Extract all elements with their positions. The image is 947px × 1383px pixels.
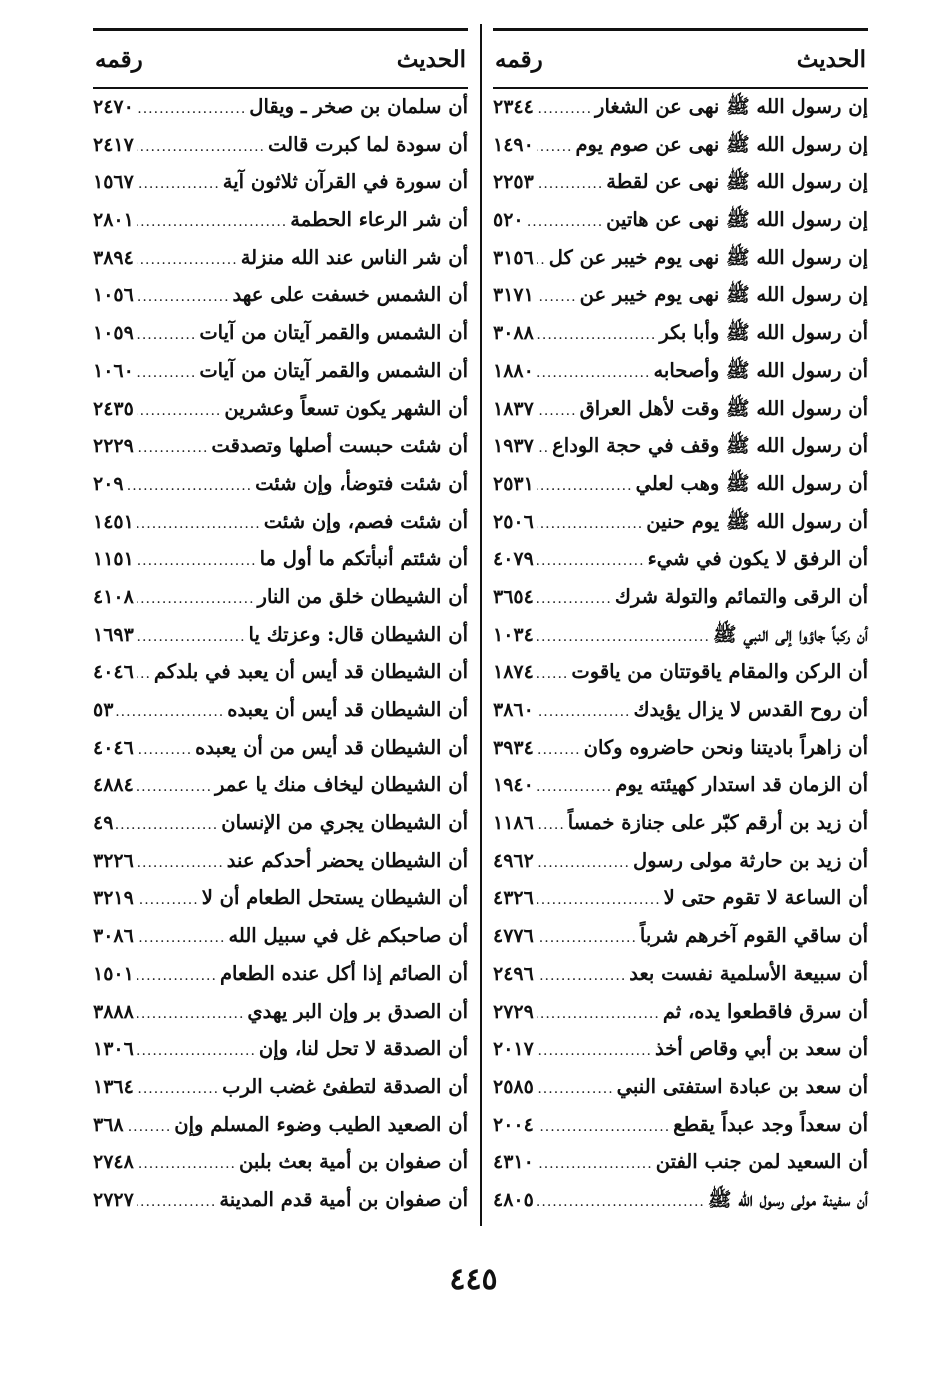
- column-header: [93, 31, 468, 87]
- index-entry: [493, 246, 868, 284]
- hadith-number: ٤٠٤٦: [93, 736, 134, 759]
- index-entry: [493, 698, 868, 736]
- header-rule: [493, 87, 868, 89]
- index-entry: [493, 547, 868, 585]
- leader-dots: [137, 629, 246, 645]
- hadith-number: ٢٥٣١: [493, 472, 534, 495]
- index-entry: [93, 208, 468, 246]
- hadith-text: أن الرفق لا يكون في شيء: [647, 547, 868, 571]
- hadith-text: أن صفوان بن أمية قدم المدينة: [219, 1187, 468, 1211]
- leader-dots: [537, 478, 633, 494]
- hadith-text: أن الشيطان قد أيس أن يعبده: [227, 698, 468, 721]
- hadith-text: أن الصدقة لتطفئ غضب الرب: [222, 1074, 468, 1098]
- hadith-text: أن الصعيد الطيب وضوء المسلم وإن: [174, 1112, 468, 1136]
- hadith-number: ٢٤٧٠: [93, 96, 134, 118]
- hadith-number: ٣١٥٦: [493, 246, 534, 269]
- leader-dots: [137, 176, 220, 192]
- index-entry: [493, 773, 868, 811]
- index-entry: [93, 170, 468, 208]
- hadith-text: أن الشيطان قال: وعزتك يا: [248, 622, 468, 646]
- index-entry: [93, 246, 468, 284]
- leader-dots: [137, 101, 246, 117]
- index-entry: [93, 736, 468, 774]
- index-entry: [493, 1075, 868, 1113]
- index-entry: [93, 321, 468, 359]
- leader-dots: [116, 817, 218, 833]
- hadith-number: ٤٧٧٦: [493, 925, 534, 948]
- index-entry: [493, 585, 868, 623]
- hadith-text: أن شئت فصم، وإن شئت: [263, 509, 468, 533]
- leader-dots: [137, 779, 212, 795]
- hadith-text: أن سفينة مولى رسول الله ﷺ: [707, 1187, 868, 1211]
- hadith-number: ٤٣٢٦: [493, 887, 534, 910]
- index-entry: [493, 1000, 868, 1038]
- hadith-number: ١٤٥١: [93, 510, 134, 533]
- hadith-number: ٢٥٨٥: [493, 1075, 534, 1098]
- hadith-number: ١٨٣٧: [493, 397, 534, 420]
- hadith-number: ٢٤١٧: [93, 133, 134, 156]
- leader-dots: [116, 704, 224, 720]
- hadith-text: أن ساقي القوم آخرهم شرباً: [639, 924, 868, 948]
- right-column: [493, 28, 868, 1226]
- index-entry: [93, 1075, 468, 1113]
- hadith-text: أن الشيطان يستحل الطعام أن لا: [201, 886, 468, 910]
- hadith-text: أن سودة لما كبرت قالت: [268, 132, 468, 156]
- leader-dots: [537, 968, 626, 984]
- index-entry: [493, 321, 868, 359]
- leader-dots: [537, 704, 631, 720]
- hadith-number: ٢٠٩: [93, 472, 124, 495]
- index-entry: [493, 1113, 868, 1151]
- hadith-text: أن السعيد لمن جنب الفتن: [655, 1150, 868, 1174]
- leader-dots: [537, 516, 643, 532]
- hadith-number: ٢٠٠٤: [493, 1113, 534, 1136]
- hadith-number: ٤١٠٨: [93, 585, 134, 608]
- leader-dots: [537, 440, 549, 456]
- hadith-text: أن الشيطان قد أيس من أن يعبده: [195, 735, 468, 759]
- index-entry: [93, 849, 468, 887]
- index-entry: [493, 170, 868, 208]
- hadith-number: ٥٢٠: [493, 209, 524, 232]
- number-header: رقمه: [95, 45, 143, 73]
- index-entry: [493, 472, 868, 510]
- leader-dots: [537, 855, 630, 871]
- leader-dots: [137, 553, 257, 569]
- index-entry: [93, 1188, 468, 1226]
- page-number: ٤٤٥: [449, 1262, 498, 1297]
- hadith-text: أن الشمس والقمر آيتان من آيات: [199, 358, 468, 382]
- hadith-text: أن زيد بن أرقم كبّر على جنازة خمساً: [567, 811, 868, 835]
- hadith-text: أن الصائم إذا أكل عنده الطعام: [219, 961, 468, 985]
- hadith-list: [493, 95, 868, 1226]
- index-entry: [93, 547, 468, 585]
- leader-dots: [537, 1119, 670, 1135]
- hadith-number: ١٠٥٩: [93, 322, 134, 345]
- column-header: [493, 31, 868, 87]
- index-entry: [493, 1150, 868, 1188]
- index-entry: [493, 811, 868, 849]
- hadith-text: أن رسول الله ﷺ وأبا بكر: [659, 321, 868, 345]
- leader-dots: [127, 1119, 172, 1135]
- hadith-number: ٢٤٣٥: [93, 397, 134, 420]
- header-rule: [93, 87, 468, 89]
- leader-dots: [137, 365, 197, 381]
- leader-dots: [537, 252, 546, 268]
- hadith-text: إن رسول الله ﷺ نهى عن صوم يوم: [575, 132, 868, 156]
- hadith-number: ٣٠٨٦: [93, 925, 134, 948]
- hadith-number: ٤٩٦٢: [493, 849, 534, 872]
- hadith-number: ٥٣: [93, 699, 114, 721]
- hadith-number: ٣١٧١: [493, 284, 534, 307]
- hadith-number: ٢٧٤٨: [93, 1151, 134, 1174]
- hadith-text: أن سعد بن عبادة استفتى النبي: [616, 1074, 868, 1098]
- hadith-number: ٤٠٧٩: [493, 548, 534, 571]
- leader-dots: [537, 176, 603, 192]
- hadith-text: أن شر الناس عند الله منزلة: [240, 245, 468, 269]
- index-entry: [493, 1037, 868, 1075]
- leader-dots: [127, 478, 253, 494]
- hadith-number: ٢٤٩٦: [493, 962, 534, 985]
- hadith-number: ٣٢١٩: [93, 887, 134, 910]
- leader-dots: [137, 214, 287, 230]
- hadith-number: ٣٦٥٤: [493, 585, 534, 608]
- hadith-header: الحديث: [396, 45, 466, 73]
- hadith-text: أن الركن والمقام ياقوتتان من ياقوت: [571, 660, 868, 684]
- index-entry: [493, 623, 868, 661]
- index-entry: [93, 359, 468, 397]
- hadith-text: أن زيد بن حارثة مولى رسول: [632, 848, 868, 872]
- hadith-text: أن شئتم أنبأتكم ما أول ما: [259, 547, 468, 571]
- index-entry: [493, 924, 868, 962]
- hadith-text: أن سعد بن أبي وقاص أخذ: [655, 1037, 868, 1061]
- hadith-text: إن رسول الله ﷺ نهى عن هاتين: [606, 208, 868, 232]
- hadith-number: ٢٧٢٧: [93, 1188, 134, 1211]
- index-entry: [93, 886, 468, 924]
- hadith-text: أن رسول الله ﷺ وقف في حجة الوداع: [552, 434, 868, 458]
- leader-dots: [537, 553, 645, 569]
- hadith-number: ٣٨٦٠: [493, 699, 534, 721]
- leader-dots: [537, 591, 612, 607]
- hadith-text: أن الساعة لا تقوم حتى لا: [663, 886, 868, 910]
- leader-dots: [137, 666, 151, 682]
- hadith-text: أن الشيطان قد أيس أن يعبد في بلدكم: [153, 660, 468, 684]
- leader-dots: [137, 1156, 236, 1172]
- leader-dots: [537, 365, 651, 381]
- index-entry: [93, 434, 468, 472]
- hadith-text: أن الشمس والقمر آيتان من آيات: [199, 321, 468, 345]
- hadith-number: ١٣٠٦: [93, 1038, 134, 1061]
- index-entry: [93, 623, 468, 661]
- hadith-text: أن الشيطان يحضر أحدكم عند: [226, 848, 468, 872]
- index-entry: [93, 510, 468, 548]
- leader-dots: [537, 666, 569, 682]
- hadith-number: ٢٣٤٤: [493, 96, 534, 118]
- hadith-text: أن صاحبكم غل في سبيل الله: [228, 924, 468, 948]
- hadith-number: ١٨٨٠: [493, 359, 534, 382]
- hadith-text: إن رسول الله ﷺ نهى عن الشغار: [595, 95, 868, 118]
- leader-dots: [537, 892, 661, 908]
- leader-dots: [137, 930, 226, 946]
- hadith-number: ٣٩٣٤: [493, 736, 534, 759]
- leader-dots: [537, 742, 581, 758]
- hadith-text: أن رسول الله ﷺ وأصحابه: [653, 358, 868, 382]
- index-entry: [93, 924, 468, 962]
- index-entry: [493, 359, 868, 397]
- leader-dots: [537, 629, 710, 645]
- index-entry: [93, 660, 468, 698]
- index-entry: [93, 962, 468, 1000]
- index-entry: [93, 1000, 468, 1038]
- leader-dots: [537, 779, 612, 795]
- index-entry: [493, 434, 868, 472]
- hadith-number: ٣٢٢٦: [93, 849, 134, 872]
- hadith-number: ١٥٠١: [93, 962, 134, 985]
- hadith-text: أن الزمان قد استدار كهيئته يوم: [615, 773, 868, 797]
- leader-dots: [537, 1043, 652, 1059]
- leader-dots: [537, 403, 577, 419]
- hadith-text: أن الشيطان يجري من الإنسان: [221, 811, 468, 835]
- index-entry: [93, 585, 468, 623]
- hadith-text: أن شئت حبست أصلها وتصدقت: [211, 434, 468, 458]
- hadith-text: أن رسول الله ﷺ وهب لعلي: [635, 471, 868, 495]
- leader-dots: [137, 1043, 256, 1059]
- index-entry: [93, 95, 468, 133]
- hadith-text: أن سرق فاقطعوا يده، ثم: [662, 999, 868, 1023]
- hadith-text: أن شئت فتوضأ، وإن شئت: [255, 471, 468, 495]
- index-entry: [493, 208, 868, 246]
- index-entry: [93, 698, 468, 736]
- index-entry: [493, 962, 868, 1000]
- hadith-number: ٢٨٠١: [93, 209, 134, 232]
- leader-dots: [537, 1156, 653, 1172]
- index-entry: [93, 133, 468, 171]
- hadith-text: أن الشمس خسفت على عهد: [232, 283, 468, 307]
- index-entry: [93, 472, 468, 510]
- index-entry: [93, 773, 468, 811]
- leader-dots: [537, 1006, 660, 1022]
- left-column: [93, 28, 468, 1226]
- leader-dots: [137, 968, 217, 984]
- leader-dots: [137, 440, 209, 456]
- hadith-text: إن رسول الله ﷺ نهى عن لقطة: [606, 170, 868, 194]
- hadith-list: [93, 95, 468, 1226]
- hadith-number: ٤٣١٠: [493, 1151, 534, 1174]
- leader-dots: [137, 1194, 217, 1210]
- leader-dots: [537, 289, 577, 305]
- hadith-text: أن سورة في القرآن ثلاثون آية: [222, 170, 468, 194]
- index-entry: [493, 133, 868, 171]
- leader-dots: [137, 742, 192, 758]
- hadith-text: أن شر الرعاء الحطمة: [290, 208, 468, 232]
- hadith-number: ١٦٩٣: [93, 623, 134, 646]
- hadith-number: ١٠٦٠: [93, 359, 134, 382]
- hadith-number: ٤٠٤٦: [93, 661, 134, 684]
- leader-dots: [137, 403, 222, 419]
- hadith-number: ٢٢٢٩: [93, 435, 134, 458]
- hadith-text: إن رسول الله ﷺ نهى يوم خيبر عن: [579, 283, 868, 307]
- hadith-number: ٣٠٨٨: [493, 322, 534, 345]
- leader-dots: [137, 855, 224, 871]
- index-entry: [93, 1113, 468, 1151]
- hadith-number: ٤٨٨٤: [93, 774, 134, 797]
- number-header: رقمه: [495, 45, 543, 73]
- leader-dots: [137, 892, 199, 908]
- leader-dots: [137, 327, 197, 343]
- hadith-text: أن زاهراً باديتنا ونحن حاضروه وكان: [583, 735, 868, 759]
- leader-dots: [137, 252, 238, 268]
- index-entry: [493, 660, 868, 698]
- hadith-number: ١٠٥٦: [93, 284, 134, 307]
- index-entry: [493, 397, 868, 435]
- index-entry: [93, 397, 468, 435]
- hadith-text: أن سلمان بن صخر ـ ويقال: [249, 95, 468, 118]
- hadith-text: أن سعداً وجد عبداً يقطع: [673, 1112, 868, 1136]
- hadith-text: أن سبيعة الأسلمية نفست بعد: [629, 961, 868, 985]
- hadith-number: ١٨٧٤: [493, 661, 534, 684]
- index-entry: [493, 283, 868, 321]
- index-entry: [93, 283, 468, 321]
- hadith-number: ٢٢٥٣: [493, 171, 534, 194]
- leader-dots: [537, 930, 637, 946]
- hadith-number: ٣٦٨: [93, 1113, 124, 1136]
- index-entry: [493, 736, 868, 774]
- leader-dots: [137, 1006, 245, 1022]
- hadith-text: أن الشيطان ليخاف منك يا عمر: [215, 773, 468, 797]
- index-entry: [93, 1037, 468, 1075]
- index-entry: [493, 95, 868, 133]
- hadith-text: أن الشهر يكون تسعاً وعشرين: [224, 396, 468, 420]
- leader-dots: [137, 289, 230, 305]
- leader-dots: [137, 516, 261, 532]
- hadith-number: ٢٠١٧: [493, 1038, 534, 1061]
- hadith-text: أن الصدقة لا تحل لنا، وإن: [258, 1037, 468, 1061]
- hadith-text: أن الصدق بر وإن البر يهدي: [247, 999, 468, 1023]
- leader-dots: [137, 139, 265, 155]
- leader-dots: [137, 591, 255, 607]
- hadith-number: ١٩٣٧: [493, 435, 534, 458]
- hadith-text: إن رسول الله ﷺ نهى يوم خيبر عن كل: [548, 245, 868, 269]
- hadith-text: أن الشيطان خلق من النار: [257, 584, 468, 608]
- leader-dots: [537, 139, 573, 155]
- leader-dots: [537, 327, 657, 343]
- leader-dots: [137, 1081, 219, 1097]
- hadith-number: ٣٨٩٤: [93, 246, 134, 269]
- column-divider: [480, 24, 482, 1226]
- hadith-number: ٤٩: [93, 812, 114, 835]
- index-entry: [493, 510, 868, 548]
- hadith-header: الحديث: [796, 45, 866, 73]
- hadith-number: ١١٥١: [93, 548, 134, 571]
- index-entry: [493, 849, 868, 887]
- hadith-number: ١٣٦٤: [93, 1075, 134, 1098]
- hadith-number: ١٥٦٧: [93, 171, 134, 194]
- hadith-number: ٣٨٨٨: [93, 1000, 134, 1023]
- index-entry: [493, 1188, 868, 1226]
- index-entry: [93, 1150, 468, 1188]
- hadith-number: ١٩٤٠: [493, 774, 534, 797]
- hadith-number: ١٠٣٤: [493, 623, 534, 646]
- leader-dots: [537, 817, 565, 833]
- hadith-number: ٤٨٠٥: [493, 1188, 534, 1211]
- hadith-number: ٢٥٠٦: [493, 510, 534, 533]
- index-entry: [93, 811, 468, 849]
- hadith-text: أن صفوان بن أمية بعث بلبن: [239, 1150, 468, 1174]
- hadith-text: أن ركباً جاؤوا إلى النبي ﷺ: [712, 622, 868, 646]
- leader-dots: [527, 214, 604, 230]
- hadith-text: أن رسول الله ﷺ يوم حنين: [646, 509, 868, 533]
- hadith-text: أن رسول الله ﷺ وقت لأهل العراق: [579, 396, 868, 420]
- hadith-number: ١٤٩٠: [493, 133, 534, 156]
- hadith-number: ٢٧٢٩: [493, 1000, 534, 1023]
- index-entry: [493, 886, 868, 924]
- hadith-number: ١١٨٦: [493, 812, 534, 835]
- hadith-text: أن الرقى والتمائم والتولة شرك: [614, 584, 868, 608]
- leader-dots: [537, 1081, 614, 1097]
- leader-dots: [537, 1194, 705, 1210]
- hadith-text: أن روح القدس لا يزال يؤيدك: [633, 698, 868, 721]
- leader-dots: [537, 101, 592, 117]
